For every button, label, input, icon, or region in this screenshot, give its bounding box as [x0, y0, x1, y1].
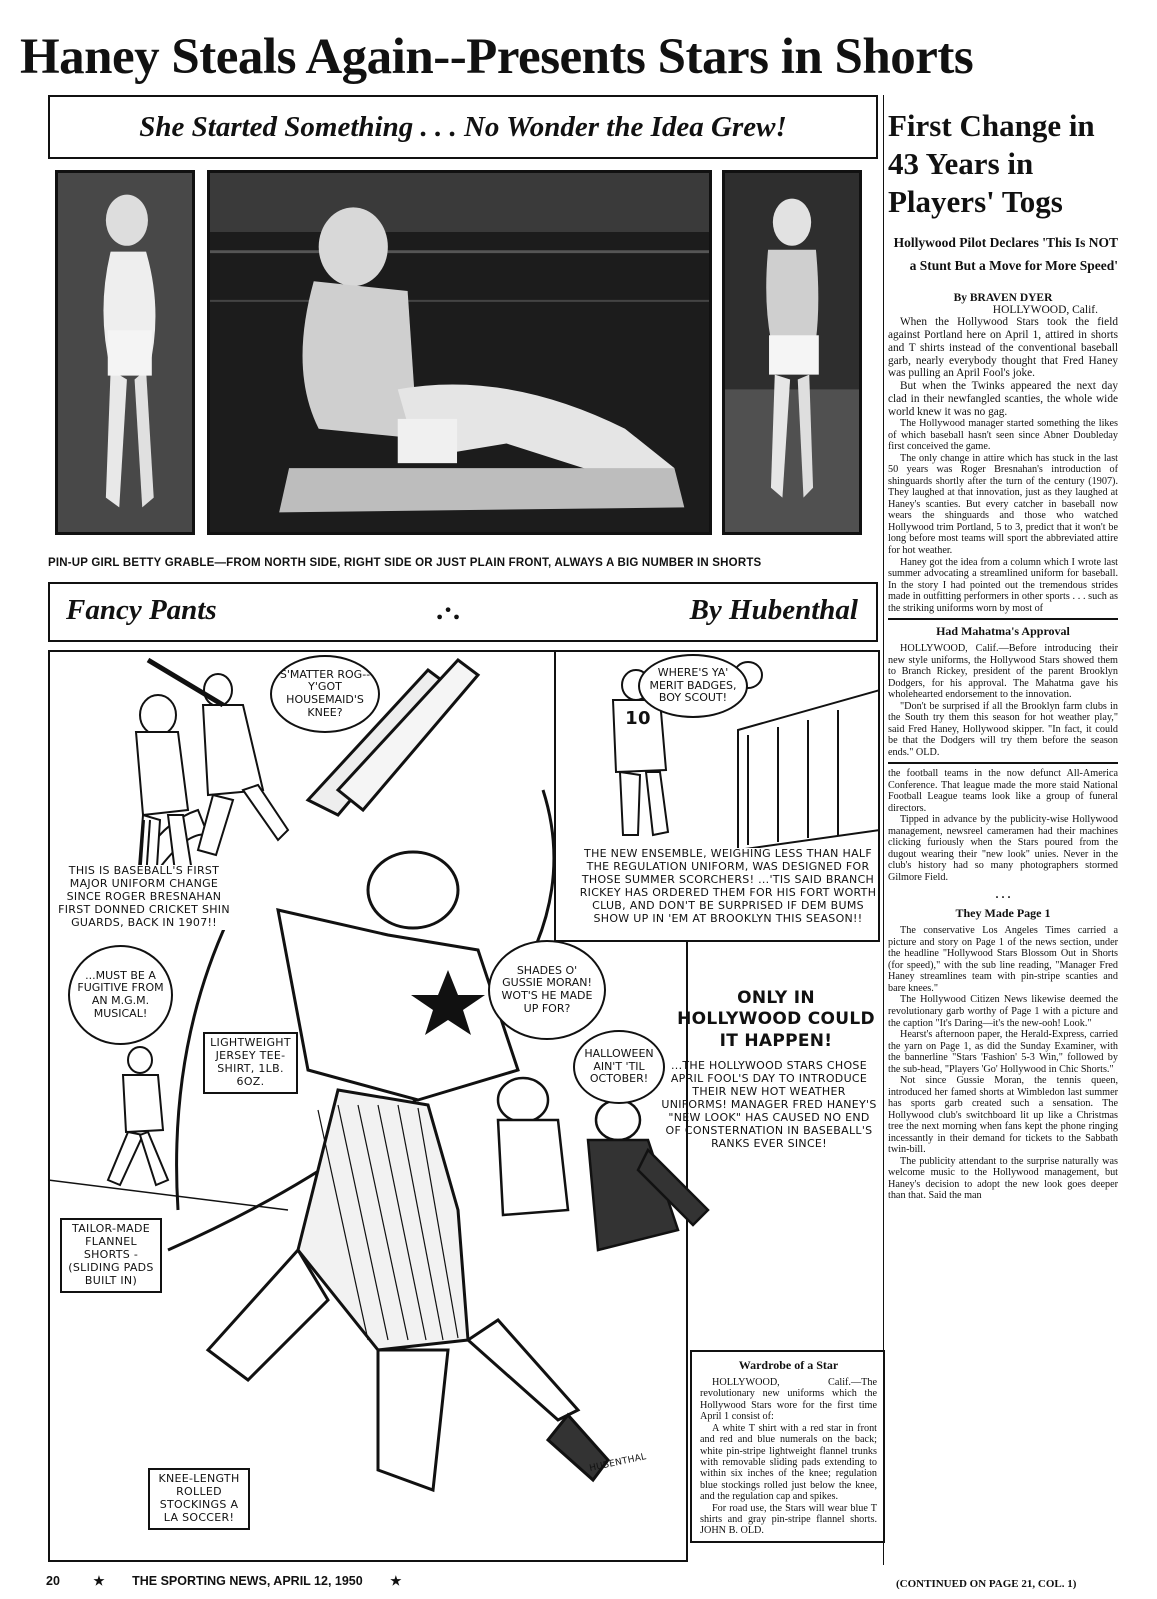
star-glyph: ★: [390, 1574, 402, 1588]
photo-caption: PIN-UP GIRL BETTY GRABLE—FROM NORTH SIDE, RIGHT SIDE OR JUST PLAIN FRONT, ALWAYS A BIG NUMBER IN SHORTS: [48, 557, 762, 569]
section-head: They Made Page 1: [955, 906, 1051, 921]
article-paragraph: The Hollywood manager started something the likes of which baseball hasn't seen since Abner Doubleday first conceived the game.: [888, 418, 1118, 453]
article-paragraph: But when the Twinks appeared the next day clad in their newfangled scanties, the whole wide world knew it was no gag.: [888, 380, 1118, 418]
speech-bubble-fugitive: ...MUST BE A FUGITIVE FROM AN M.G.M. MUSICAL!: [68, 945, 173, 1045]
article-byline: By BRAVEN DYER: [953, 292, 1053, 305]
article-body-1: [888, 316, 1118, 614]
caption-first-change: THIS IS BASEBALL'S FIRST MAJOR UNIFORM CHANGE SINCE ROGER BRESNAHAN FIRST DONNED CRICKET SHIN GUARDS, BACK IN 1907!!: [54, 865, 234, 930]
speech-bubble-gussie: SHADES O' GUSSIE MORAN! WOT'S HE MADE UP FOR?: [488, 940, 606, 1040]
sidebar-title: Had Mahatma's Approval: [936, 624, 1070, 639]
wardrobe-paragraph: HOLLYWOOD, Calif.—The revolutionary new uniforms which the Hollywood Stars wore for the first time April 1 consist of:: [700, 1377, 877, 1423]
label-stockings: KNEE-LENGTH ROLLED STOCKINGS A LA SOCCER!: [148, 1468, 250, 1530]
wardrobe-paragraph: For road use, the Stars will wear blue T shirts and gray pin-stripe flannel shorts. JOHN B. OLD.: [700, 1502, 877, 1537]
section-stars: . . .: [995, 887, 1011, 902]
wardrobe-title: Wardrobe of a Star: [738, 1358, 839, 1372]
continued-note: (CONTINUED ON PAGE 21, COL. 1): [896, 1578, 1077, 1590]
article-paragraph: Tipped in advance by the publicity-wise Hollywood management, newsreel cameramen had their machines clicking furiously when the Stars poured from the dugout wearing their "new look" unies. Never in the club's history had so many photographers stormed Gilmore Field.: [888, 814, 1118, 883]
cartoon-dots: .·.: [436, 594, 461, 626]
speech-bubble-merit: WHERE'S YA' MERIT BADGES, BOY SCOUT!: [638, 654, 748, 718]
column-divider: [883, 95, 884, 1565]
article-paragraph: the football teams in the now defunct All-America Conference. That league made the more staid National Football League teams look like a group of funeral directors.: [888, 768, 1118, 814]
caption-only-body: ...THE HOLLYWOOD STARS CHOSE APRIL FOOL'S DAY TO INTRODUCE THEIR NEW HOT WEATHER UNIFORMS! MANAGER FRED HANEY'S "NEW LOOK" HAS CAUSED NO END OF CONSTERNATION IN BASEBALL'S RANKS EVER SINCE!: [661, 1059, 877, 1150]
cartoon-header: [48, 582, 878, 642]
cartoon-byline: By Hubenthal: [689, 594, 858, 626]
label-jersey: LIGHTWEIGHT JERSEY TEE-SHIRT, 1LB. 6OZ.: [203, 1032, 298, 1094]
wardrobe-paragraph: A white T shirt with a red star in front and red and blue numerals on the back; white pin-stripe lightweight flannel trunks with removable sliding pads extending to within six inches of the knee; regulation blue stockings rolled just below the knee, and the regulation cap and spikes.: [700, 1422, 877, 1503]
photo-subhead-text: She Started Something . . . No Wonder the Idea Grew!: [139, 110, 787, 143]
article-paragraph: Not since Gussie Moran, the tennis queen, introduced her famed shorts at Wimbledon last summer has sports garb created such a sensation. The Hollywood club's switchboard lit up like a Christmas tree the next morning when fans kept the phone ringing incessantly in their demand for tickets to the Sabbath twin-bill.: [888, 1075, 1118, 1156]
article-subhead: Hollywood Pilot Declares 'This Is NOT a Stunt But a Move for More Speed': [893, 235, 1118, 274]
sidebar-paragraph: HOLLYWOOD, Calif.—Before introducing their new style uniforms, the Hollywood Stars showed them to Branch Rickey, president of the parent Brooklyn Dodgers, for his approval. The Mahatma gave his wholehearted endorsement to the innovation.: [888, 643, 1118, 701]
photo-left: [55, 170, 195, 535]
article-paragraph: The Hollywood Citizen News likewise deemed the revolutionary garb worthy of Page 1 with a picture and the caption "It's Daring—it's the new-ooh! Look.": [888, 994, 1118, 1029]
photo-subhead: [48, 95, 878, 159]
article-paragraph: The publicity attendant to the surprise naturally was welcome music to the Hollywood management, but Haney's decision to adopt the new look goes deeper than that. Said the man: [888, 1155, 1118, 1202]
page-number: 20: [46, 1574, 60, 1588]
cartoon-title: Fancy Pants: [66, 594, 217, 626]
publication-line: THE SPORTING NEWS, APRIL 12, 1950: [132, 1574, 363, 1588]
caption-only-title: ONLY IN HOLLYWOOD COULD IT HAPPEN!: [677, 988, 875, 1051]
wardrobe-box: [690, 1350, 885, 1543]
label-shorts: TAILOR-MADE FLANNEL SHORTS - (SLIDING PADS BUILT IN): [60, 1218, 162, 1293]
article-headline: First Change in 43 Years in Players' Togs: [888, 108, 1095, 219]
article-dateline: HOLLYWOOD, Calif.: [992, 304, 1098, 317]
caption-ensemble: THE NEW ENSEMBLE, WEIGHING LESS THAN HALF THE REGULATION UNIFORM, WAS DESIGNED FOR THOSE SUMMER SCORCHERS! ...'TIS SAID BRANCH RICKEY HAS ORDERED THEM FOR HIS FORT WORTH CLUB, AND DON'T BE SURPRISED IF DEM BUMS SHOW UP IN 'EM AT BROOKLYN THIS SEASON!!: [579, 847, 877, 925]
section-rule: [888, 618, 1118, 620]
article-body-2: [888, 768, 1118, 883]
article-paragraph: When the Hollywood Stars took the field against Portland here on April 1, attired in shorts and T shirts instead of the conventional baseball garb, nearly everybody thought that Fred Haney was pulling an April Fool's joke.: [888, 316, 1118, 380]
page-headline: Haney Steals Again--Presents Stars in Shorts: [20, 29, 974, 85]
article-paragraph: The conservative Los Angeles Times carried a picture and story on Page 1 of the news section, under the headline "Hollywood Stars Blossom Out in Shorts (for speed)," with the sub line reading, "Manager Fred Haney streamlines team with pin-stripe scanties and bare knees.": [888, 925, 1118, 994]
section-rule: [888, 762, 1118, 764]
speech-bubble-housemaid: S'MATTER ROG--Y'GOT HOUSEMAID'S KNEE?: [270, 655, 380, 733]
right-column-article: [888, 95, 1118, 1202]
article-paragraph: Haney got the idea from a column which I wrote last summer advocating a streamlined uniform for baseball. In the story I had pointed out the tremendous strides made in outfitting performers in other sports . . . such as the striking uniforms worn by most of: [888, 556, 1118, 614]
wardrobe-body: [700, 1377, 877, 1537]
speech-bubble-halloween: HALLOWEEN AIN'T 'TIL OCTOBER!: [573, 1030, 665, 1104]
sidebar-body: [888, 643, 1118, 758]
cartoon-signature: HUBENTHAL: [588, 1452, 648, 1474]
photo-center: [207, 170, 712, 535]
jersey-number: 10: [625, 708, 651, 729]
article-paragraph: Hearst's afternoon paper, the Herald-Express, carried the yarn on Page 1, as did the Sunday Examiner, with the bannerline "Stars 'Fashion' 5-3 Win," followed by the sub-head, "Players 'Go' Hollywood in Chic Shorts.": [888, 1029, 1118, 1075]
star-glyph: ★: [93, 1574, 105, 1588]
article-paragraph: The only change in attire which has stuck in the last 50 years was Roger Bresnahan's introduction of shinguards shortly after the turn of the century (1907). They laughed at that innovation, just as they laughed at Haney's scanties. But every catcher in baseball now wears the shinguards and those who watched Hollywood trim Portland, 5 to 3, predict that it won't be long before most teams will sport the abbreviated attire for hot weather.: [888, 452, 1118, 556]
sidebar-paragraph: "Don't be surprised if all the Brooklyn farm clubs in the South try them this season for hot weather play," said Fred Haney, Hollywood skipper. "In fact, it could be that the Dodgers will try them before the season ends." OLD.: [888, 700, 1118, 758]
page-footer: [46, 1573, 906, 1588]
article-body-3: [888, 925, 1118, 1201]
photo-right: [722, 170, 862, 535]
